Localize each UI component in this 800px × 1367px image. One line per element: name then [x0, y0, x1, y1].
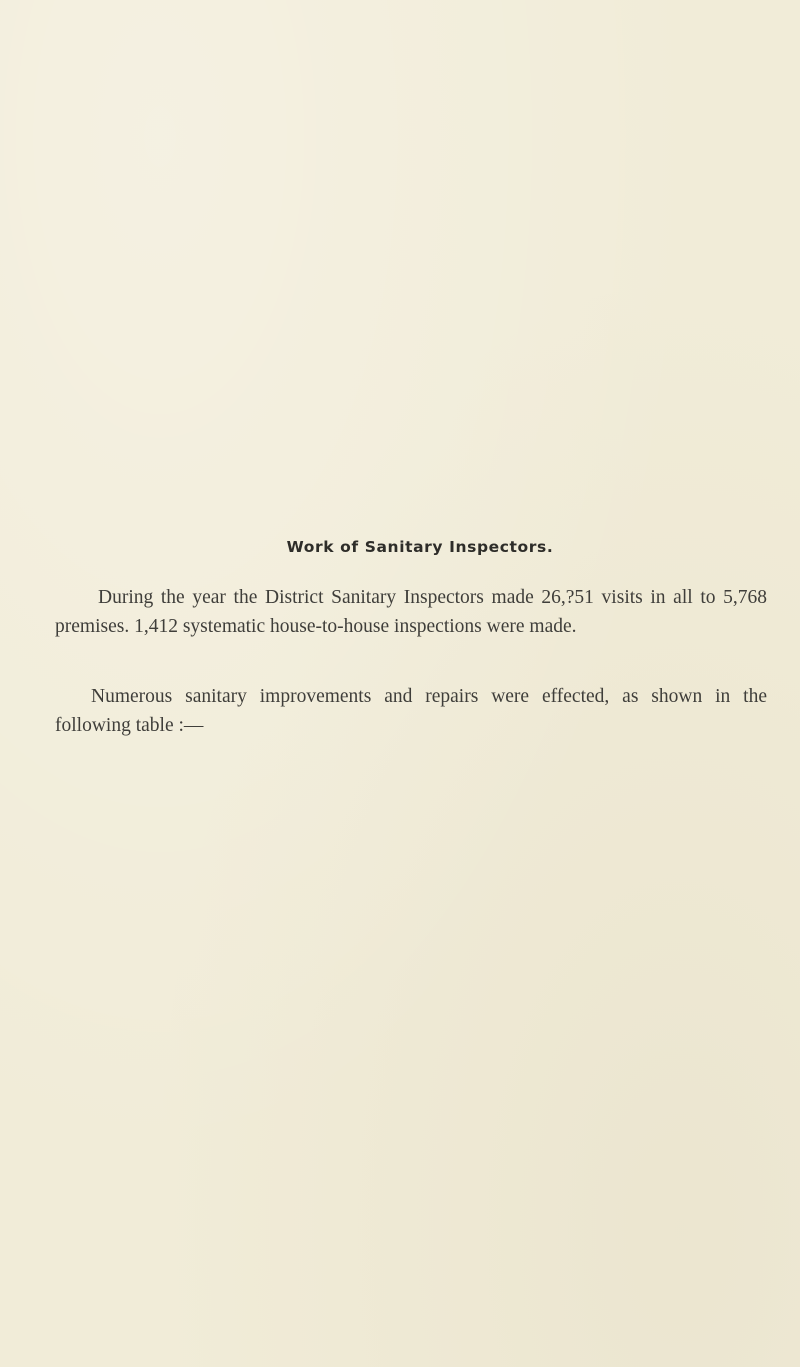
- section-heading: Work of Sanitary Inspectors.: [286, 538, 554, 556]
- paragraph-inspections: During the year the District Sanitary Inspectors made 26,?51 visits in all to 5,768 premises. 1,412 systematic house-to-house inspections were made.: [55, 587, 767, 637]
- paragraph-improvements: Numerous sanitary improvements and repairs were effected, as shown in the following table :—: [55, 686, 767, 736]
